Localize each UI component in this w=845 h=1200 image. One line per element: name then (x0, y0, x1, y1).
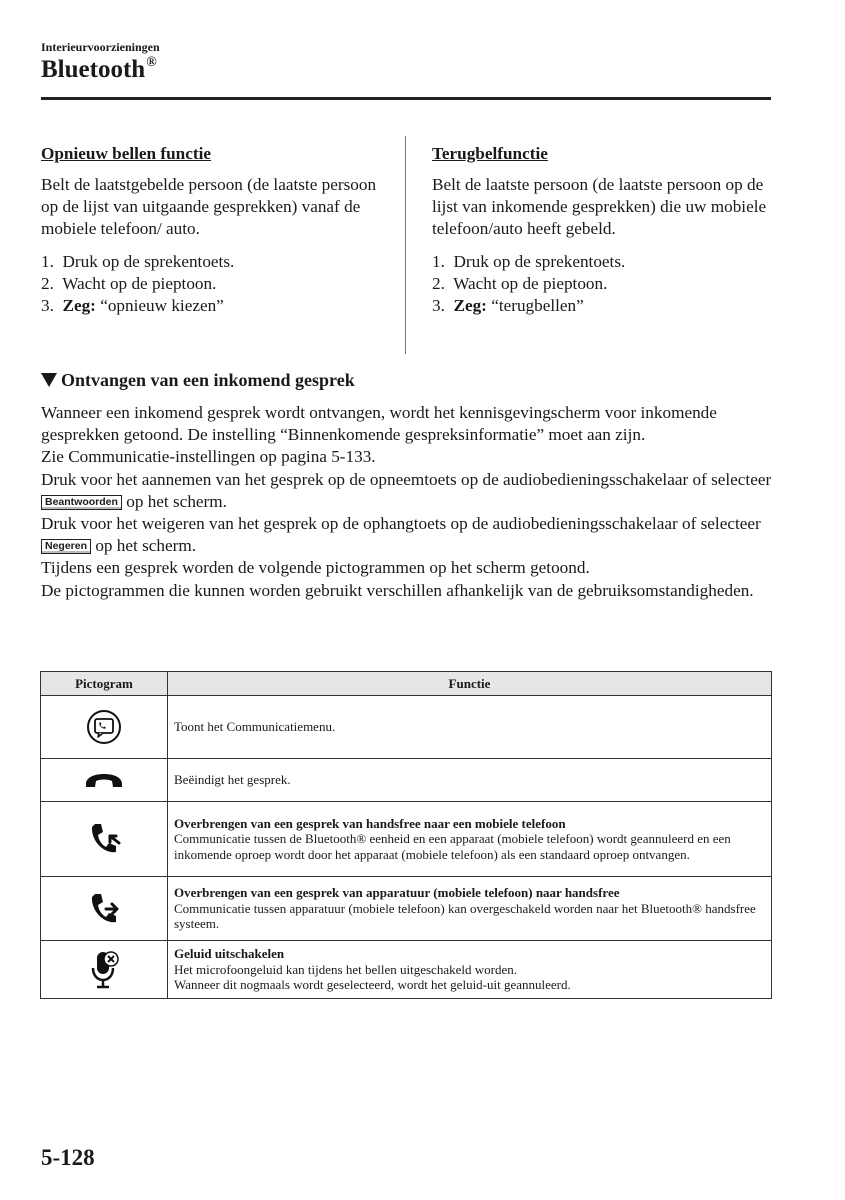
paragraph: De pictogrammen die kunnen worden gebruikt verschillen afhankelijk van de gebruiksomstandigheden. (41, 580, 754, 600)
table-row (41, 802, 772, 877)
paragraph: Druk voor het aannemen van het gesprek op de opneemtoets op de audiobedieningsschakelaar of selecteer Beantwoorden op het scherm. (41, 469, 772, 511)
transfer-to-phone-icon (86, 819, 122, 859)
callback-heading: Terugbelfunctie (432, 144, 548, 163)
paragraph: Tijdens een gesprek worden de volgende pictogrammen op het scherm getoond. (41, 558, 590, 578)
callback-step: 1. Druk op de sprekentoets. (432, 252, 626, 271)
callback-step: 3. Zeg: “terugbellen” (432, 296, 584, 315)
table-header-row (41, 672, 772, 696)
function-description: Communicatie tussen de Bluetooth® eenheid en een apparaat (mobiele telefoon) wordt geannuleerd en een inkomende oproep wordt door het apparaat (mobiele telefoon) als een standaard oproep ontvangen. (174, 831, 731, 862)
callback-step: 2. Wacht op de pieptoon. (432, 274, 608, 293)
redial-step: 3. Zeg: “opnieuw kiezen” (41, 296, 224, 315)
table-row (41, 696, 772, 759)
page-title (41, 55, 157, 84)
section-heading: Ontvangen van een inkomend gesprek (41, 370, 355, 391)
column-divider (405, 136, 406, 354)
paragraph: Wanneer een inkomend gesprek wordt ontvangen, wordt het kennisgevingscherm voor inkomende gesprekken getoond. De instelling “Binnenkomende gespreksinformatie” moet aan zijn. (41, 403, 717, 445)
title-rule (41, 97, 771, 100)
pictogram-cell (41, 877, 168, 941)
callback-function-column (432, 143, 777, 317)
pictogram-cell (41, 802, 168, 877)
page-number: 5-128 (41, 1145, 95, 1170)
function-title: Geluid uitschakelen (174, 946, 285, 962)
redial-step: 2. Wacht op de pieptoon. (41, 274, 217, 293)
redial-function-column (41, 143, 391, 317)
function-title: Overbrengen van een gesprek van handsfree naar een mobiele telefoon (174, 815, 566, 831)
mute-microphone-icon (88, 949, 120, 991)
registered-mark: ® (146, 55, 157, 70)
pictogram-cell (41, 759, 168, 802)
callback-steps (432, 251, 777, 317)
section-label: Interieurvoorzieningen (41, 40, 160, 54)
function-cell (168, 802, 772, 877)
function-cell: Beëindigt het gesprek. (168, 759, 772, 802)
page-title-text: Bluetooth (41, 56, 146, 83)
function-description: Communicatie tussen apparatuur (mobiele telefoon) kan overgeschakeld worden naar het Bluetooth® handsfree systeem. (174, 900, 756, 932)
answer-button[interactable]: Beantwoorden (41, 495, 122, 510)
redial-description: Belt de laatstgebelde persoon (de laatste persoon op de lijst van uitgaande gesprekken) vanaf de mobiele telefoon/ auto. (41, 175, 377, 238)
table-row (41, 759, 772, 802)
column-header-pictogram: Pictogram (41, 672, 168, 696)
redial-heading: Opnieuw bellen functie (41, 144, 211, 163)
redial-steps (41, 251, 391, 317)
table-row (41, 941, 772, 999)
transfer-to-handsfree-icon (86, 889, 122, 929)
function-title: Overbrengen van een gesprek van apparatuur (mobiele telefoon) naar handsfree (174, 885, 620, 901)
function-cell (168, 877, 772, 941)
function-cell (168, 941, 772, 999)
hang-up-icon (82, 769, 126, 791)
ignore-button[interactable]: Negeren (41, 539, 91, 554)
table-row (41, 877, 772, 941)
paragraph: Zie Communicatie-instellingen op pagina 5-133. (41, 447, 376, 467)
paragraph: Druk voor het weigeren van het gesprek op de ophangtoets op de audiobedieningsschakelaar of selecteer Negeren op het scherm. (41, 514, 761, 556)
communication-menu-icon (86, 709, 122, 745)
pictogram-cell (41, 696, 168, 759)
triangle-icon (41, 373, 57, 387)
function-cell: Toont het Communicatiemenu. (168, 696, 772, 759)
function-description: Het microfoongeluid kan tijdens het bellen uitgeschakeld worden. Wanneer dit nogmaals wordt geselecteerd, wordt het geluid-uit geannuleerd. (174, 961, 571, 993)
pictogram-table (40, 671, 772, 999)
redial-step: 1. Druk op de sprekentoets. (41, 252, 235, 271)
callback-description: Belt de laatste persoon (de laatste persoon op de lijst van inkomende gesprekken) die uw mobiele telefoon/auto heeft gebeld. (432, 175, 767, 238)
section-body (41, 402, 781, 602)
column-header-function: Functie (168, 672, 772, 696)
pictogram-cell (41, 941, 168, 999)
